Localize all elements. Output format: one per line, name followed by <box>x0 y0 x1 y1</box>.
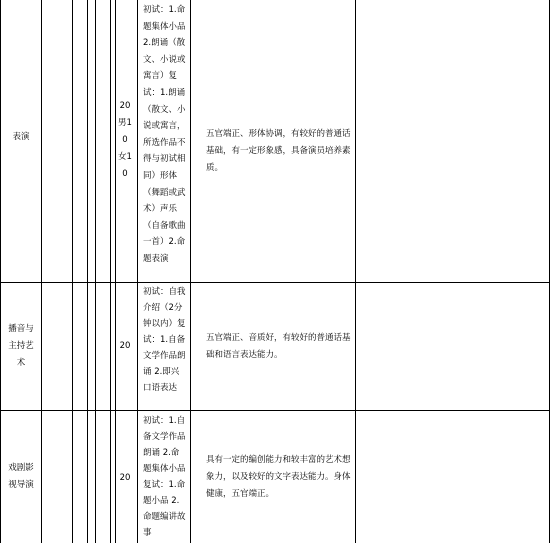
exam-content: 初试：1.命题集体小品 2.朗诵（散文、小说或寓言）复试：1.朗诵（散文、小说或寓言，所选作品不得与初试相同）形体（舞蹈或武术）声乐（自备歌曲一首）2.命题表演 <box>143 5 186 264</box>
grid-line <box>41 0 42 543</box>
grid-line <box>137 0 138 543</box>
grid-line <box>110 0 111 543</box>
quota-line: 男1 <box>118 118 132 128</box>
exam-content: 初试：1.自备文学作品朗诵 2.命题集体小品复试：1.命题小品 2.命题编讲故事 <box>143 416 186 538</box>
quota-line: 女1 <box>118 152 132 162</box>
quota-line: 0 <box>122 169 128 179</box>
grid-line <box>0 410 550 411</box>
major-name-performance: 表演 <box>12 132 30 142</box>
exam-content: 初试：自我介绍（2分钟以内）复试：1.自备文学作品朗诵 2.即兴口语表达 <box>143 287 186 393</box>
quota-line: 20 <box>119 101 131 111</box>
quota-line: 0 <box>122 135 128 145</box>
quota-line: 20 <box>119 341 131 351</box>
enrollment-quota <box>115 470 135 486</box>
admission-requirements: 五官端正、音质好，有较好的普通话基础和语言表达能力。 <box>206 333 351 360</box>
grid-line <box>87 0 88 543</box>
grid-line <box>95 0 96 543</box>
quota-line: 20 <box>119 473 131 483</box>
grid-line <box>115 0 116 543</box>
grid-line <box>190 0 191 543</box>
major-name-directing: 戏剧影视导演 <box>8 463 34 490</box>
enrollment-quota <box>115 338 135 354</box>
grid-line <box>0 282 550 283</box>
admission-requirements: 具有一定的编创能力和较丰富的艺术想象力，以及较好的文字表达能力。身体健康，五官端正。 <box>206 455 351 499</box>
major-name-broadcasting: 播音与主持艺术 <box>8 324 34 368</box>
enrollment-quota <box>115 98 135 183</box>
grid-line <box>0 0 1 543</box>
admission-requirements: 五官端正、形体协调，有较好的普通话基础，有一定形象感，具备演员培养素质。 <box>206 129 351 173</box>
grid-line <box>72 0 73 543</box>
